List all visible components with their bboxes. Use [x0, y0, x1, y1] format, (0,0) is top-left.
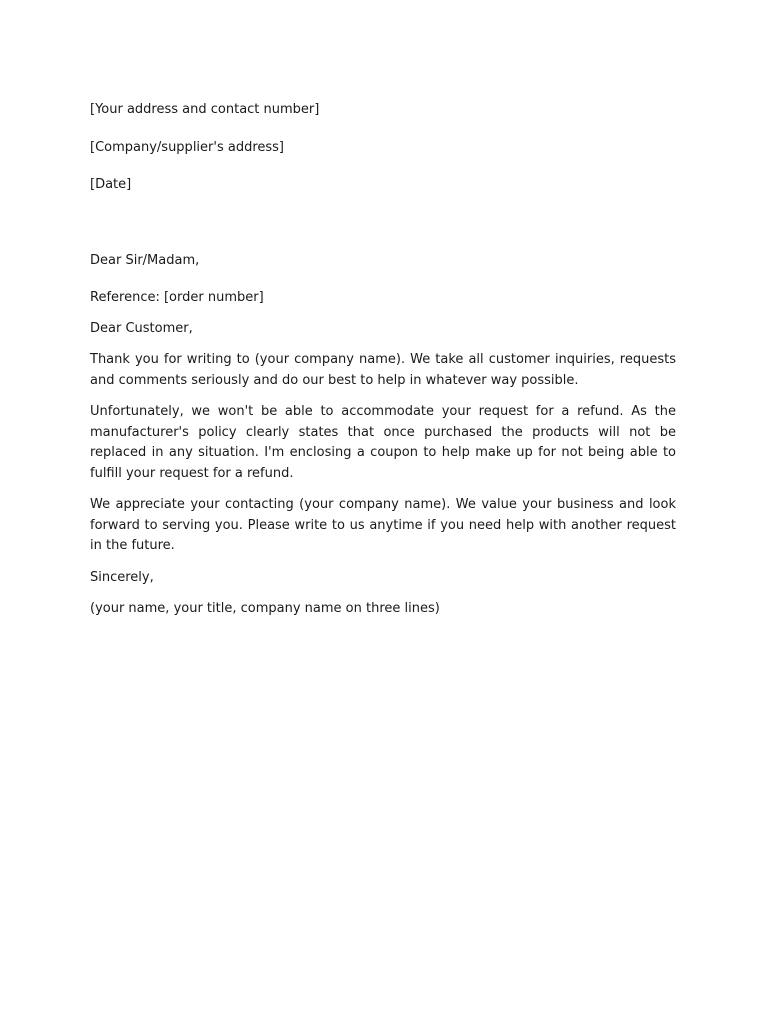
letter-body — [90, 100, 676, 620]
paragraph: Thank you for writing to (your company name). We take all customer inquiries, requests and comments seriously and do our best to help in whatever way possible. — [90, 352, 676, 388]
letter-date: [Date] — [90, 177, 132, 192]
salutation: Dear Sir/Madam, — [90, 252, 200, 268]
signature-block: (your name, your title, company name on three lines) — [90, 601, 440, 616]
sender-address: [Your address and contact number] — [90, 102, 320, 117]
paragraph: Unfortunately, we won't be able to accommodate your request for a refund. As the manufacturer's policy clearly states that once purchased the products will not be replaced in any situation. I'm enclosing a coupon to help make up for not being able to fulfill your request for a refund. — [90, 404, 676, 481]
greeting: Dear Customer, — [90, 320, 193, 336]
closing: Sincerely, — [90, 569, 154, 585]
reference-line: Reference: [order number] — [90, 290, 264, 305]
paragraph: We appreciate your contacting (your company name). We value your business and look forward to serving you. Please write to us anytime if you need help with another request in the future. — [90, 497, 676, 553]
company-address: [Company/supplier's address] — [90, 139, 285, 155]
